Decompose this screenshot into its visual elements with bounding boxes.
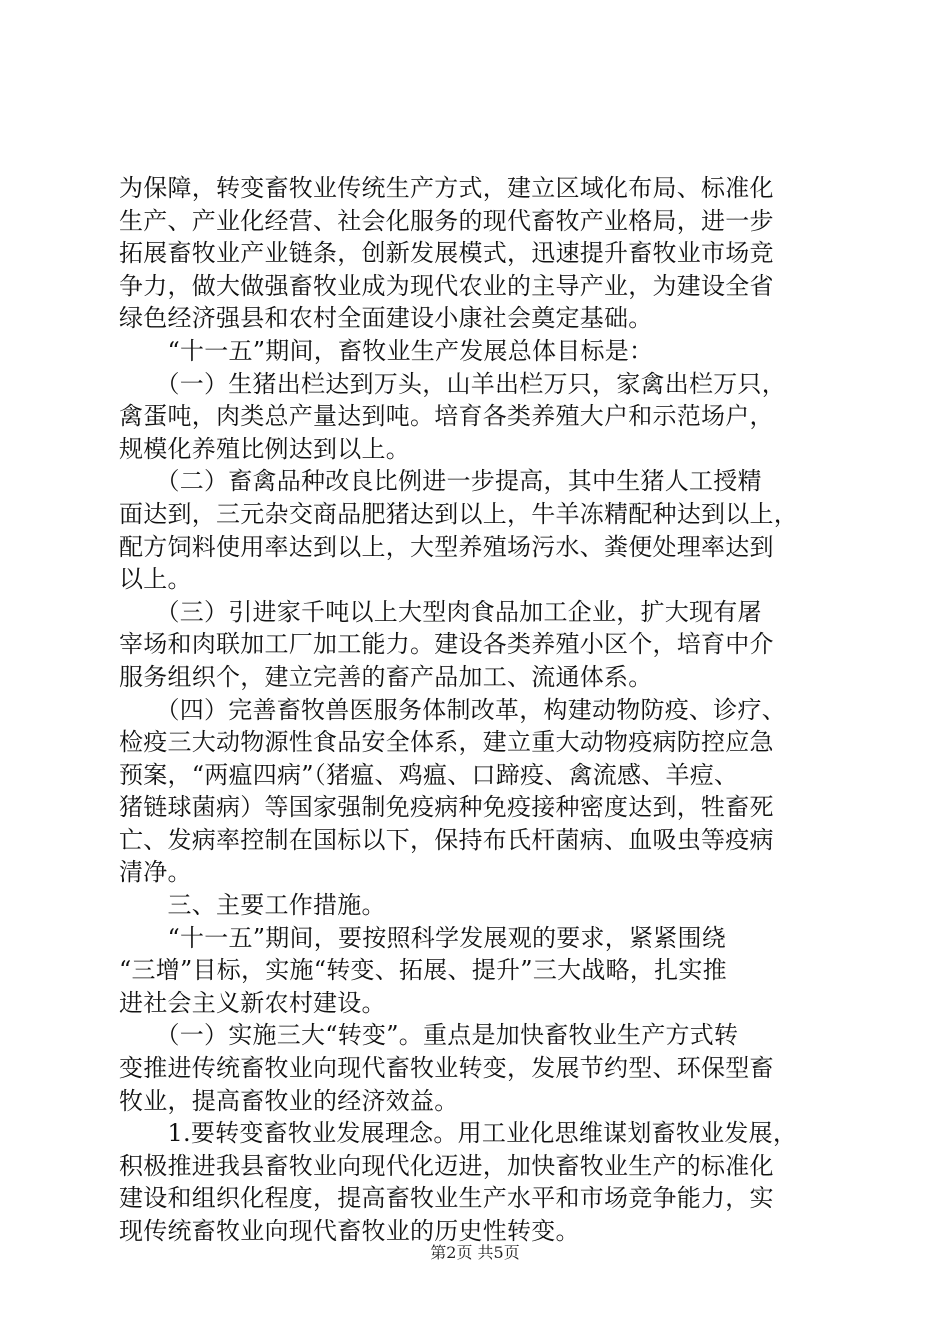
text-line: 宰场和肉联加工厂加工能力。建设各类养殖小区个，培育中介 (119, 630, 774, 659)
text-line: 建设和组织化程度，提高畜牧业生产水平和市场竞争能力，实 (119, 1184, 774, 1213)
text-line: 1.要转变畜牧业发展理念。用工业化思维谋划畜牧业发展， (119, 1119, 798, 1148)
text-line: 现传统畜牧业向现代畜牧业的历史性转变。 (119, 1217, 580, 1245)
text-line: 禽蛋吨，肉类总产量达到吨。培育各类养殖大户和示范场户， (119, 402, 774, 431)
text-line: 亡、发病率控制在国标以下，保持布氏杆菌病、血吸虫等疫病 (119, 825, 774, 854)
text-line: “十一五”期间，畜牧业生产发展总体目标是： (119, 336, 654, 365)
text-line: 三、主要工作措施。 (119, 891, 386, 920)
text-line: 清净。 (119, 858, 192, 887)
page-footer: 第2页 共5页 (430, 1243, 520, 1262)
document-body (119, 172, 855, 1248)
text-line: （一）生猪出栏达到万头，山羊出栏万只，家禽出栏万只， (119, 369, 786, 398)
text-line: 积极推进我县畜牧业向现代化迈进，加快畜牧业生产的标准化 (119, 1151, 774, 1180)
text-line: （四）完善畜牧兽医服务体制改革，构建动物防疫、诊疗、 (119, 695, 786, 724)
text-line: 猪链球菌病）等国家强制免疫病种免疫接种密度达到，牲畜死 (119, 793, 774, 822)
text-line: 面达到，三元杂交商品肥猪达到以上，牛羊冻精配种达到以上， (119, 499, 798, 528)
text-line: 进社会主义新农村建设。 (119, 988, 386, 1017)
text-line: 规模化养殖比例达到以上。 (119, 434, 410, 463)
text-line: （三）引进家千吨以上大型肉食品加工企业，扩大现有屠 (119, 597, 762, 626)
text-line: （二）畜禽品种改良比例进一步提高，其中生猪人工授精 (119, 467, 762, 496)
text-line: 牧业，提高畜牧业的经济效益。 (119, 1086, 459, 1115)
text-line: “三增”目标，实施“转变、拓展、提升”三大战略，扎实推 (119, 956, 727, 985)
text-line: （一）实施三大“转变”。重点是加快畜牧业生产方式转 (119, 1021, 739, 1050)
text-line: 拓展畜牧业产业链条，创新发展模式，迅速提升畜牧业市场竞 (119, 239, 774, 268)
text-line: 为保障，转变畜牧业传统生产方式，建立区域化布局、标准化 (119, 174, 774, 202)
text-line: 变推进传统畜牧业向现代畜牧业转变，发展节约型、环保型畜 (119, 1054, 774, 1083)
text-line: 生产、产业化经营、社会化服务的现代畜牧产业格局，进一步 (119, 206, 774, 235)
text-line: 绿色经济强县和农村全面建设小康社会奠定基础。 (119, 304, 653, 333)
text-line: 以上。 (119, 565, 192, 594)
text-line: 争力，做大做强畜牧业成为现代农业的主导产业，为建设全省 (119, 271, 774, 300)
text-line: “十一五”期间，要按照科学发展观的要求，紧紧围绕 (119, 923, 727, 952)
text-line: 检疫三大动物源性食品安全体系，建立重大动物疫病防控应急 (119, 728, 774, 757)
text-line: 配方饲料使用率达到以上，大型养殖场污水、粪便处理率达到 (119, 532, 774, 561)
text-line: 服务组织个，建立完善的畜产品加工、流通体系。 (119, 662, 653, 691)
text-line: 预案，“两瘟四病”（猪瘟、鸡瘟、口蹄疫、禽流感、羊痘、 (119, 760, 739, 789)
